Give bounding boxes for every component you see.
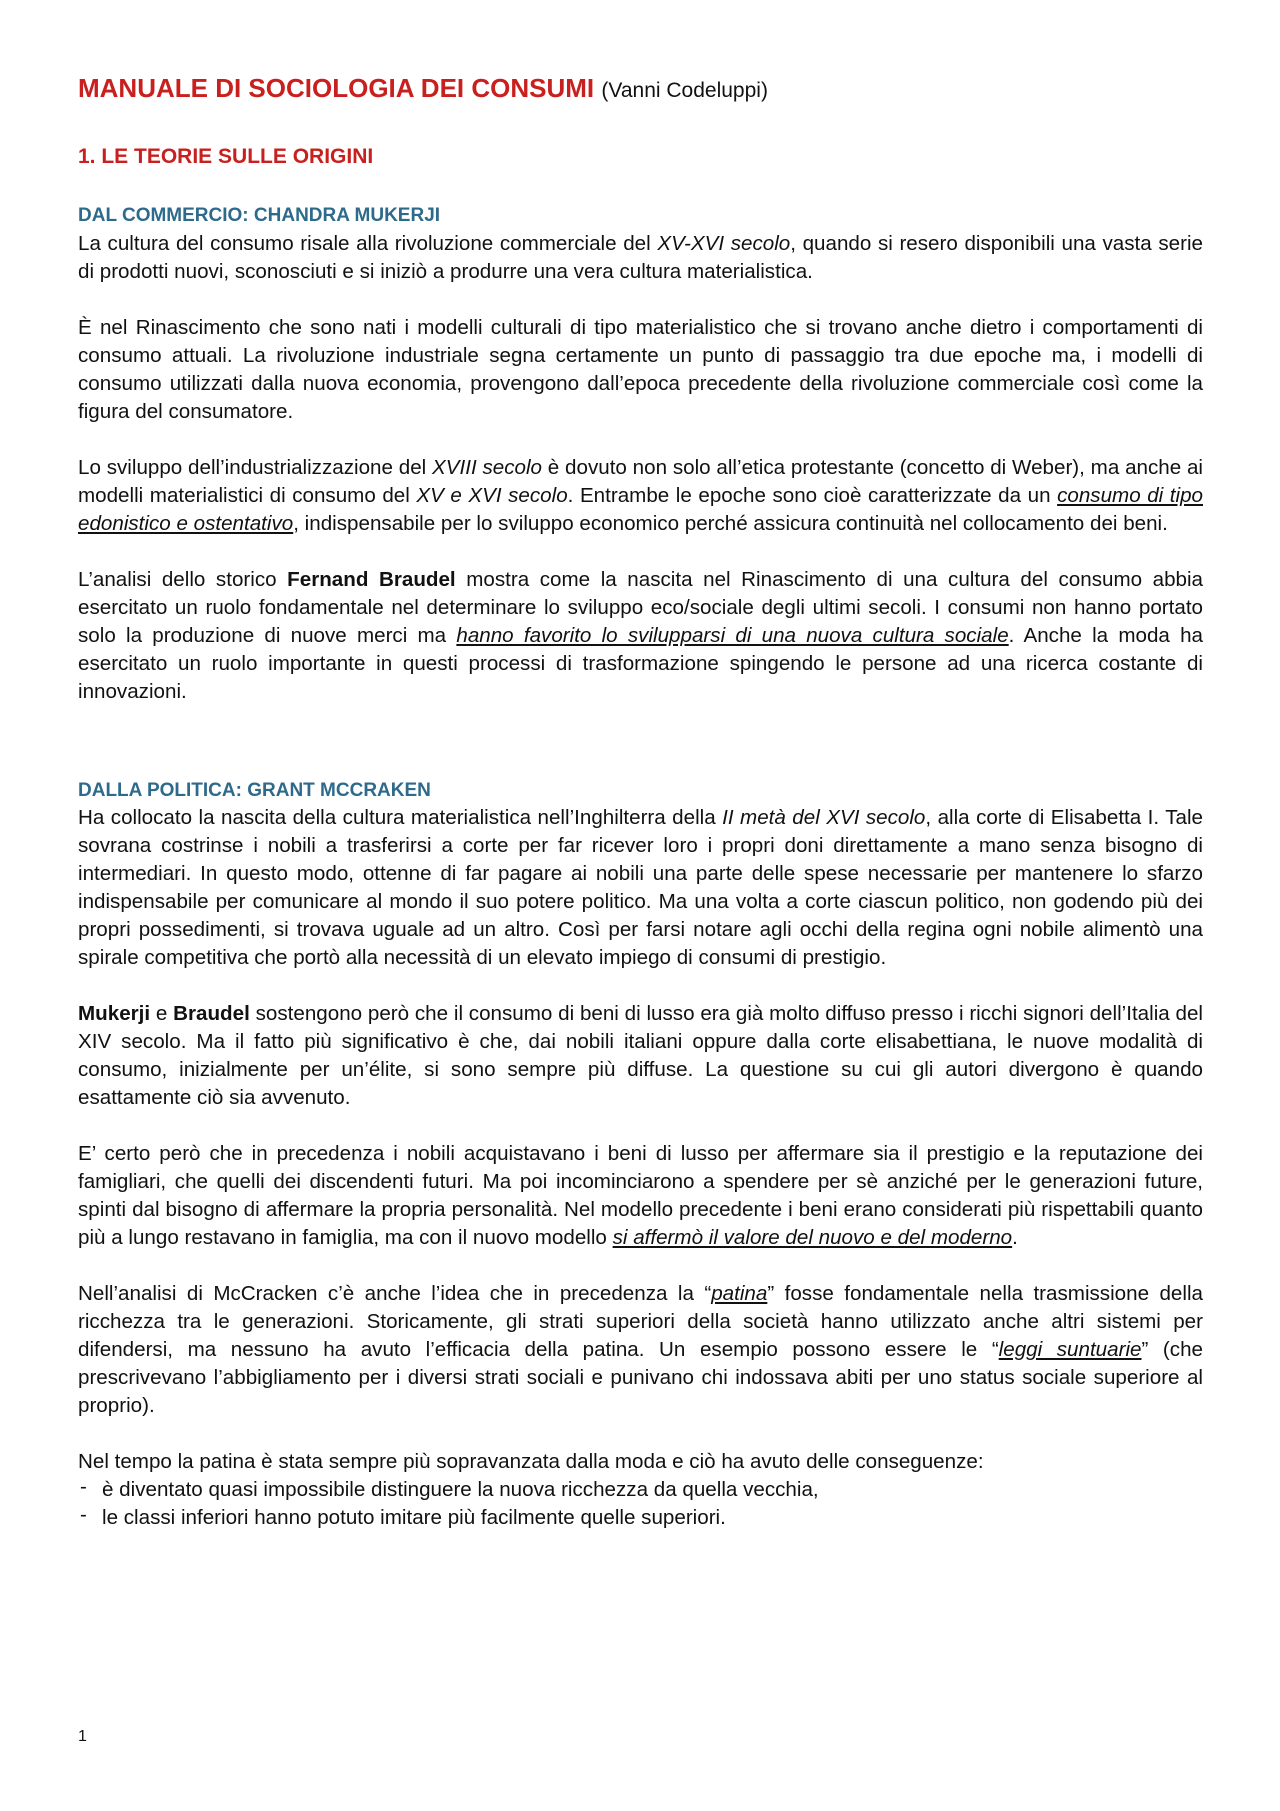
text-run: . Entrambe le epoche sono cioè caratterizzate da un: [567, 483, 1058, 507]
paragraph: Nel tempo la patina è stata sempre più sopravanzata dalla moda e ciò ha avuto delle conseguenze:: [78, 1450, 984, 1474]
text-run: E’ certo però che in precedenza i nobili acquistavano i beni di lusso per affermare sia il prestigio e la reputazione dei famigliari, che quelli dei discendenti futuri. Ma poi incominciarono a spendere per sè anziché per le generazioni future, spinti dal bisogno di affermare la propria personalità. Nel modello precedente i beni erano considerati più rispettabili quanto più a lungo restavano in famiglia, ma con il nuovo modello: [78, 1142, 1203, 1250]
section-heading-commercio: DAL COMMERCIO: CHANDRA MUKERJI: [78, 204, 441, 226]
text-run: sostengono però che il consumo di beni di lusso era già molto diffuso presso i ricchi signori dell’Italia del XIV secolo. Ma il fatto più significativo è che, dai nobili italiani oppure dalla corte elisabettiana, le nuove modalità di consumo, inizialmente per un’élite, si sono sempre più diffuse. La questione su cui gli autori divergono è quando esattamente ciò sia avvenuto.: [78, 1002, 1204, 1110]
italic-text: XVIII secolo: [432, 455, 542, 479]
text-run: , indispensabile per lo sviluppo economico perché assicura continuità nel collocamento dei beni.: [293, 511, 1168, 535]
text-run: ” (che prescrivevano l’abbigliamento per i diversi strati sociali e punivano chi indossava abiti per uno status sociale superiore al proprio).: [78, 1338, 1203, 1418]
text-run: .: [1012, 1226, 1018, 1250]
paragraph: [78, 566, 1203, 706]
text-run: . Anche la moda ha esercitato un ruolo importante in questi processi di trasformazione spingendo le persone ad una ricerca costante di innovazioni.: [78, 623, 1203, 703]
text-run: è dovuto non solo all’etica protestante (concetto di Weber), ma anche ai modelli materialistici di consumo del: [78, 455, 1204, 507]
text-run: La cultura del consumo risale alla rivoluzione commerciale del: [78, 231, 658, 255]
list-item: - le classi inferiori hanno potuto imitare più facilmente quelle superiori.: [78, 1504, 1203, 1532]
paragraph: [78, 1140, 1203, 1252]
text-run: ” fosse fondamentale nella trasmissione della ricchezza tra le generazioni. Storicamente, gli strati superiori della società hanno utilizzato anche altri sistemi per difendersi, ma nessuno ha avuto l’efficacia della patina. Un esempio possono essere le “: [78, 1282, 1203, 1362]
paragraph: [78, 804, 1203, 972]
bold-text: Mukerji: [78, 1002, 151, 1026]
text-run: , alla corte di Elisabetta I. Tale sovrana costrinse i nobili a trasferirsi a corte per far ricever loro i propri doni direttamente a mano senza bisogno di intermediari. In questo modo, ottenne di far pagare ai nobili una parte delle spese necessarie per mantenere lo sfarzo indispensabile per comunicare al mondo il suo potere politico. Ma una volta a corte ciascun politico, non godendo più dei propri possedimenti, si trovava uguale ad un altro. Così per farsi notare agli occhi della regina ogni nobile alimentò una spirale competitiva che portò alla necessità di un elevato impiego di consumi di prestigio.: [78, 806, 1203, 970]
paragraph: [78, 1280, 1203, 1420]
text-run: Nell’analisi di McCracken c’è anche l’idea che in precedenza la “: [78, 1282, 712, 1306]
paragraph: [78, 454, 1203, 538]
author-name: (Vanni Codeluppi): [601, 79, 768, 102]
paragraph: È nel Rinascimento che sono nati i modelli culturali di tipo materialistico che si trovano anche dietro i comportamenti di consumo attuali. La rivoluzione industriale segna certamente un punto di passaggio tra due epoche ma, i modelli di consumo utilizzati dalla nuova economia, provengono dall’epoca precedente della rivoluzione commerciale così come la figura del consumatore.: [78, 315, 1203, 423]
page-number: 1: [78, 1728, 87, 1745]
italic-text: XV-XVI secolo: [657, 231, 791, 255]
paragraph: [78, 1000, 1203, 1112]
section-heading-politica: DALLA POLITICA: GRANT MCCRAKEN: [78, 779, 431, 801]
underlined-text: patina: [711, 1282, 768, 1306]
chapter-heading: 1. LE TEORIE SULLE ORIGINI: [78, 144, 374, 168]
italic-text: II metà del XVI secolo: [722, 806, 926, 830]
bold-text: Fernand Braudel: [287, 567, 456, 591]
underlined-text: si affermò il valore del nuovo e del moderno: [612, 1226, 1013, 1250]
text-run: Lo sviluppo dell’industrializzazione del: [78, 455, 433, 479]
document-page: [78, 72, 1203, 1532]
text-run: Ha collocato la nascita della cultura materialistica nell’Inghilterra della: [78, 806, 723, 830]
section-spacer: [78, 734, 1203, 778]
text-run: e: [150, 1002, 174, 1026]
text-run: L’analisi dello storico: [78, 567, 288, 591]
consequences-list: [78, 1476, 1203, 1532]
text-run: , quando si resero disponibili una vasta serie di prodotti nuovi, sconosciuti e si iniziò a produrre una vera cultura materialistica.: [78, 231, 1203, 283]
document-title: [78, 72, 1203, 106]
underlined-text: hanno favorito lo svilupparsi di una nuova cultura sociale: [456, 623, 1009, 647]
underlined-text: leggi suntuarie: [998, 1338, 1142, 1362]
underlined-text: consumo di tipo edonistico e ostentativo: [78, 483, 1203, 535]
title-text: MANUALE DI SOCIOLOGIA DEI CONSUMI: [78, 73, 595, 103]
italic-text: XV e XVI secolo: [416, 483, 568, 507]
list-item: - è diventato quasi impossibile distinguere la nuova ricchezza da quella vecchia,: [78, 1476, 1203, 1504]
text-run: mostra come la nascita nel Rinascimento di una cultura del consumo abbia esercitato un ruolo fondamentale nel determinare lo sviluppo eco/sociale degli ultimi secoli. I consumi non hanno portato solo la produzione di nuove merci ma: [78, 567, 1204, 647]
paragraph: [78, 230, 1203, 286]
bold-text: Braudel: [173, 1002, 250, 1026]
